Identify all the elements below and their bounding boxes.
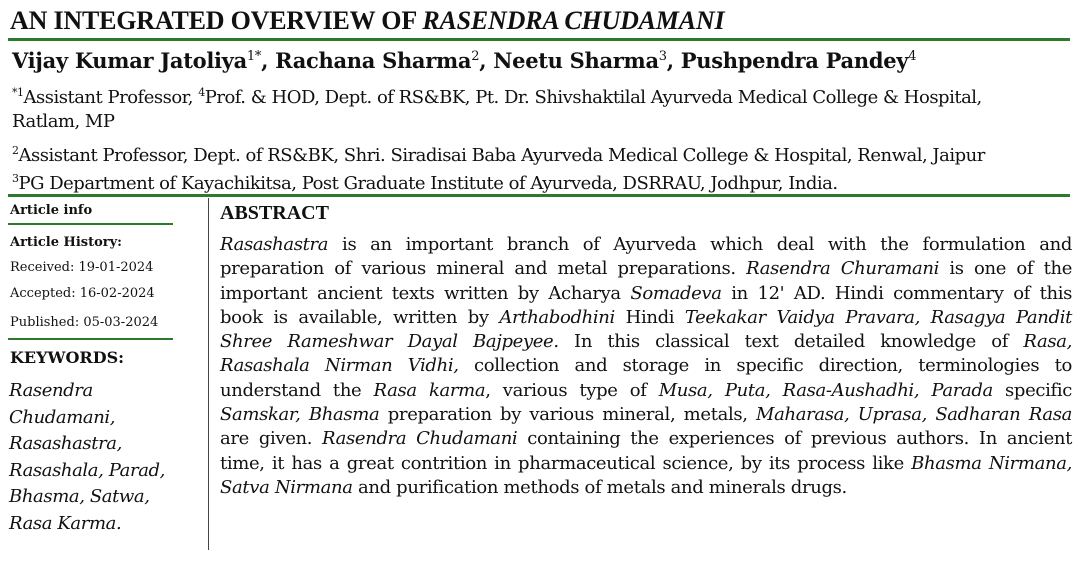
abstract-line: preparation of various mineral and metal preparations. Rasendra Churamani is one of the <box>220 258 1072 280</box>
abstract-line: book is available, written by Arthabodhini Hindi Teekakar Vaidya Pravara, Rasagya Pandit <box>220 306 1072 328</box>
aff-text: Prof. & HOD, Dept. of RS&BK, Pt. Dr. Shivshaktilal Ayurveda Medical College & Hospital, <box>204 87 982 108</box>
keyword-line: Rasa Karma. <box>9 512 122 534</box>
article-info-label: Article info <box>10 203 93 218</box>
section-divider <box>8 194 1070 197</box>
abstract-line: understand the Rasa karma, various type of Musa, Puta, Rasa-Aushadhi, Parada specific <box>220 379 1072 401</box>
abstract-line: are given. Rasendra Chudamani containing the experiences of previous authors. In ancient <box>220 428 1072 450</box>
aff-sup: *1 <box>12 86 24 99</box>
author-affiliation-mark: 2 <box>471 49 480 64</box>
keywords-list <box>9 378 194 537</box>
keyword-line: Rasashastra, <box>9 433 122 454</box>
aff-text: Assistant Professor, <box>23 87 199 108</box>
author-affiliation-mark: 1* <box>246 49 262 64</box>
aff-text: PG Department of Kayachikitsa, Post Graduate Institute of Ayurveda, DSRRAU, Jodhpur, India. <box>18 173 838 194</box>
title-italic: RASENDRA CHUDAMANI <box>422 6 725 35</box>
affiliation-2 <box>12 138 985 169</box>
top-divider <box>8 38 1070 41</box>
article-history-label: Article History: <box>10 235 122 250</box>
published-date: Published: 05-03-2024 <box>10 315 159 330</box>
abstract-line: Rasashala Nirman Vidhi, collection and storage in specific direction, terminologies to <box>220 355 1072 377</box>
author-name: Pushpendra Pandey <box>680 48 909 73</box>
abstract-line: Samskar, Bhasma preparation by various mineral, metals, Maharasa, Uprasa, Sadharan Rasa <box>220 404 1072 426</box>
abstract-line: Shree Rameshwar Dayal Bajpeyee. In this classical text detailed knowledge of Rasa, <box>220 331 1072 353</box>
keyword-line: Bhasma, Satwa, <box>9 486 150 507</box>
keyword-line: Rasendra <box>9 380 93 401</box>
author-name: Rachana Sharma <box>275 48 472 73</box>
keyword-line: Rasashala, Parad, <box>9 459 165 481</box>
affiliation-1 <box>12 80 982 111</box>
abstract-line: Rasashastra is an important branch of Ayurveda which deal with the formulation and <box>220 234 1072 255</box>
author-list: Vijay Kumar Jatoliya$^{1*}$, Rachana Sharma$^2$, Neetu Sharma$^3$, Pushpendra Pandey$^4$ <box>12 48 917 73</box>
aff-sup: 4 <box>198 86 205 99</box>
affiliation-3 <box>12 166 838 197</box>
author-affiliation-mark: 3 <box>658 49 667 64</box>
aff-sup: 2 <box>12 144 19 157</box>
received-date: Received: 19-01-2024 <box>10 260 154 275</box>
author-affiliation-mark: 4 <box>908 49 917 64</box>
author-name: Vijay Kumar Jatoliya <box>12 48 247 73</box>
aff-sup: 3 <box>12 172 19 185</box>
author-name: Neetu Sharma <box>493 48 659 73</box>
abstract-line: time, it has a great contrition in pharmaceutical science, by its process like Bhasma Nirmana, <box>220 452 1072 474</box>
keyword-line: Chudamani, <box>9 406 116 428</box>
abstract-line: important ancient texts written by Acharya Somadeva in 12' AD. Hindi commentary of this <box>220 282 1072 304</box>
accepted-date: Accepted: 16-02-2024 <box>10 286 155 301</box>
aff-text: Assistant Professor, Dept. of RS&BK, Shri. Siradisai Baba Ayurveda Medical College & Hospital, Renwal, Jaipur <box>18 145 985 166</box>
column-divider <box>208 198 209 550</box>
paper-title <box>10 6 724 36</box>
affiliation-1-line2: Ratlam, MP <box>12 111 115 132</box>
abstract-body <box>220 233 1072 500</box>
title-main: AN INTEGRATED OVERVIEW OF <box>10 6 423 35</box>
abstract-line: Satva Nirmana and purification methods of metals and minerals drugs. <box>220 476 847 498</box>
keywords-label: KEYWORDS: <box>10 348 125 367</box>
abstract-heading: ABSTRACT <box>220 202 329 224</box>
article-info-rule <box>8 223 173 225</box>
dates-rule <box>8 338 173 340</box>
